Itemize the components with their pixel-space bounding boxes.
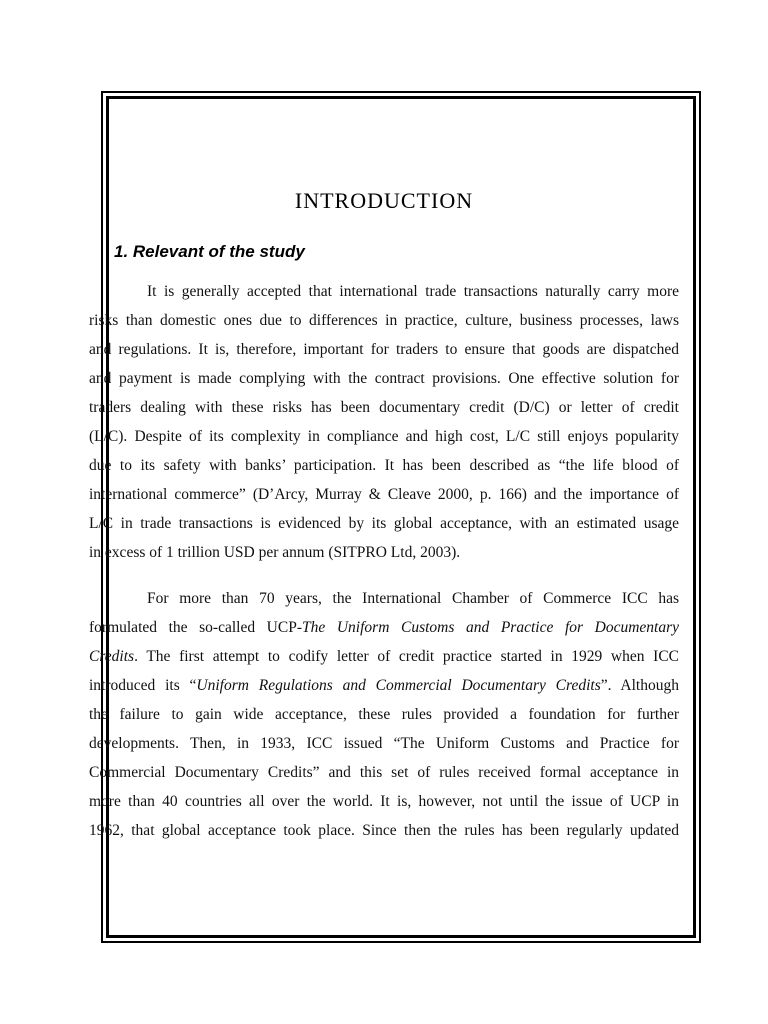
text-line: risks than domestic ones due to differences in practice, culture, business processes, laws — [89, 312, 679, 329]
text-span: . The first attempt to codify letter of credit practice started in 1929 when ICC — [134, 648, 679, 665]
text-line: and regulations. It is, therefore, important for traders to ensure that goods are dispatched — [89, 341, 679, 358]
text-line: For more than 70 years, the International Chamber of Commerce ICC has — [147, 590, 679, 607]
text-span: ”. Although — [600, 677, 679, 694]
text-line: Commercial Documentary Credits” and this set of rules received formal acceptance in — [89, 764, 679, 781]
section-heading: 1. Relevant of the study — [114, 242, 305, 261]
text-line — [89, 613, 679, 642]
text-line: (L/C). Despite of its complexity in compliance and high cost, L/C still enjoys popularity — [89, 428, 679, 445]
text-line: traders dealing with these risks has been documentary credit (D/C) or letter of credit — [89, 399, 679, 416]
italic-title: The Uniform Customs and Practice for Documentary — [302, 619, 679, 636]
page-title: INTRODUCTION — [294, 188, 474, 213]
text-line: international commerce” (D’Arcy, Murray & Cleave 2000, p. 166) and the importance of — [89, 486, 679, 503]
text-line: and payment is made complying with the contract provisions. One effective solution for — [89, 370, 679, 387]
text-line: It is generally accepted that international trade transactions naturally carry more — [147, 283, 679, 300]
paragraph-1 — [89, 277, 679, 567]
text-line: due to its safety with banks’ participation. It has been described as “the life blood of — [89, 457, 679, 474]
text-line: in excess of 1 trillion USD per annum (SITPRO Ltd, 2003). — [89, 544, 461, 561]
text-line: developments. Then, in 1933, ICC issued “The Uniform Customs and Practice for — [89, 735, 679, 752]
text-line — [89, 671, 679, 700]
italic-title: Credits — [89, 648, 135, 665]
text-span: formulated the so-called UCP- — [89, 619, 302, 636]
italic-title: Uniform Regulations and Commercial Documentary Credits — [196, 677, 601, 694]
text-line — [89, 642, 679, 671]
text-line: L/C in trade transactions is evidenced by its global acceptance, with an estimated usage — [89, 515, 679, 532]
text-line: the failure to gain wide acceptance, these rules provided a foundation for further — [89, 706, 679, 723]
paragraph-2 — [89, 584, 679, 845]
text-line: more than 40 countries all over the world. It is, however, not until the issue of UCP in — [89, 793, 679, 810]
text-span: introduced its “ — [89, 677, 197, 694]
text-line: 1962, that global acceptance took place. Since then the rules has been regularly updated — [89, 822, 679, 839]
